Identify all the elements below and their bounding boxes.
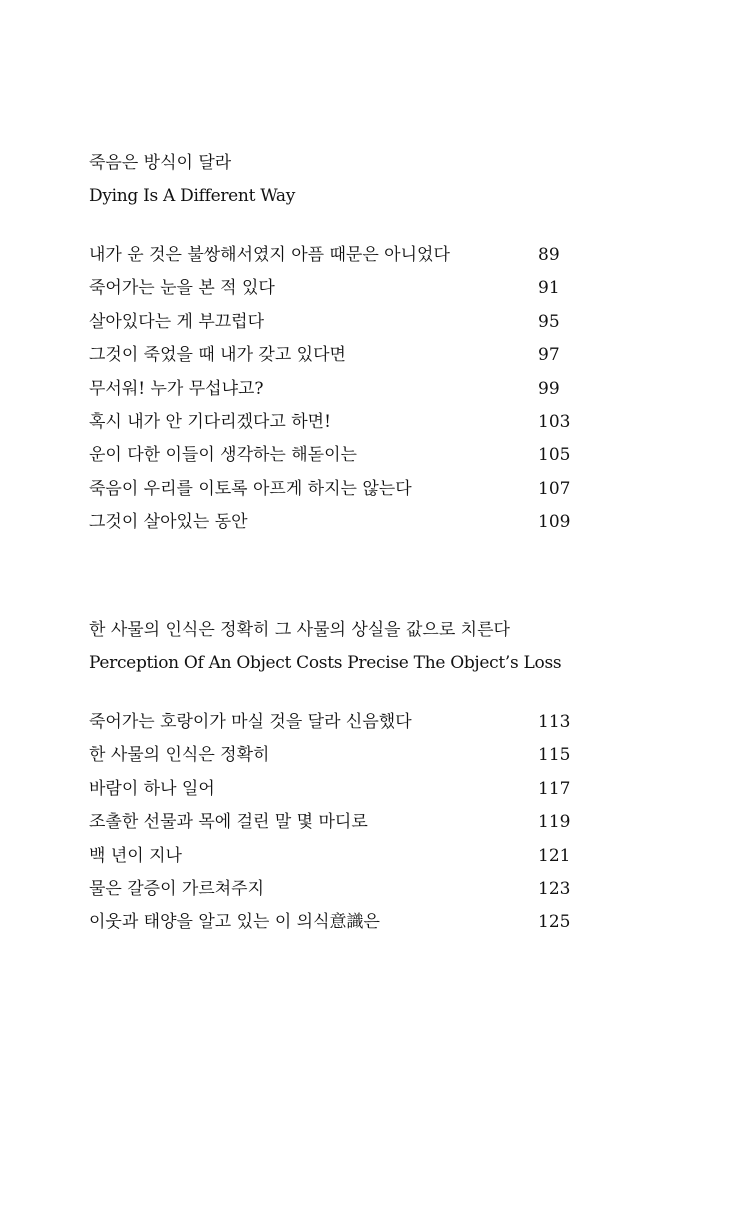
entry-title: 조촐한 선물과 목에 걸린 말 몇 마디로: [89, 812, 368, 833]
entry-title: 죽음이 우리를 이토록 아프게 하지는 않는다: [89, 478, 412, 499]
toc-entry[interactable]: [89, 442, 579, 475]
section-title-korean: 한 사물의 인식은 정확히 그 사물의 상실을 값으로 치른다: [89, 620, 510, 640]
entry-page-number: 117: [538, 778, 571, 799]
entry-title: 물은 갈증이 가르쳐주지: [89, 878, 265, 899]
toc-section: [89, 617, 579, 943]
entry-title: 내가 운 것은 불쌍해서였지 아픔 때문은 아니었다: [89, 245, 450, 265]
section-title-korean: 죽음은 방식이 달라: [89, 153, 232, 173]
section-title-english: Dying Is A Different Way: [89, 186, 296, 206]
toc-entry[interactable]: [89, 876, 579, 909]
entry-title: 죽어가는 눈을 본 적 있다: [89, 278, 275, 299]
entry-title: 그것이 살아있는 동안: [89, 512, 248, 533]
entry-page-number: 113: [538, 712, 571, 732]
section-title-english: Perception Of An Object Costs Precise The Object’s Loss: [89, 653, 562, 673]
toc-section: [89, 150, 579, 543]
toc-entry[interactable]: [89, 376, 579, 409]
toc-entry[interactable]: [89, 342, 579, 375]
entry-title: 이웃과 태양을 알고 있는 이 의식意識은: [89, 912, 380, 933]
entry-title: 바람이 하나 일어: [89, 778, 215, 799]
entry-title: 죽어가는 호랑이가 마실 것을 달라 신음했다: [89, 712, 412, 732]
entry-title: 살아있다는 게 부끄럽다: [89, 311, 265, 332]
entry-title: 한 사물의 인식은 정확히: [89, 745, 270, 766]
entry-page-number: 99: [538, 378, 560, 399]
entry-title: 운이 다한 이들이 생각하는 해돋이는: [89, 445, 357, 466]
entry-page-number: 107: [538, 478, 571, 499]
entry-page-number: 89: [538, 245, 560, 265]
toc-entry-list: [89, 709, 579, 943]
toc-entry[interactable]: [89, 309, 579, 342]
toc-entry[interactable]: [89, 409, 579, 442]
entry-page-number: 105: [538, 445, 571, 466]
entry-page-number: 91: [538, 278, 560, 299]
toc-entry[interactable]: [89, 776, 579, 809]
entry-page-number: 97: [538, 345, 560, 366]
toc-entry[interactable]: [89, 709, 579, 742]
toc-entry[interactable]: [89, 476, 579, 509]
entry-page-number: 125: [538, 912, 571, 933]
toc-entry[interactable]: [89, 275, 579, 308]
toc-entry[interactable]: [89, 509, 579, 542]
entry-title: 그것이 죽었을 때 내가 갖고 있다면: [89, 345, 346, 366]
toc-entry[interactable]: [89, 242, 579, 275]
entry-page-number: 121: [538, 845, 571, 866]
entry-page-number: 115: [538, 745, 571, 766]
entry-page-number: 119: [538, 812, 571, 833]
toc-entry[interactable]: [89, 909, 579, 942]
toc-entry[interactable]: [89, 809, 579, 842]
entry-page-number: 95: [538, 311, 560, 332]
entry-title: 혹시 내가 안 기다리겠다고 하면!: [89, 411, 331, 432]
toc-entry-list: [89, 242, 579, 543]
toc-entry[interactable]: [89, 843, 579, 876]
entry-page-number: 123: [538, 878, 571, 899]
entry-title: 무서워! 누가 무섭냐고?: [89, 378, 264, 399]
toc-entry[interactable]: [89, 742, 579, 775]
entry-title: 백 년이 지나: [89, 845, 182, 866]
entry-page-number: 103: [538, 411, 571, 432]
entry-page-number: 109: [538, 512, 571, 533]
